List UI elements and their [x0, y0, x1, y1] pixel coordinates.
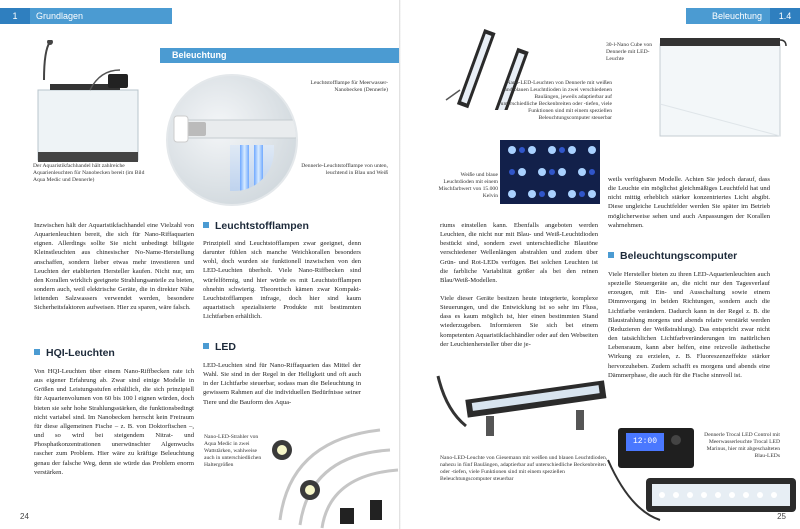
led-heading [203, 341, 236, 353]
nano-cube-photo [650, 34, 790, 146]
hqi-text: Von HQI-Leuchten über einem Nano-Riffbecken rate ich aus eigener Erfahrung ab. Zwar sind einige Modelle in Größen und Leistungsstufen erhältlich, die sich prinzipiell für Aquarienvolumen von 60 bis 100 l eignen würden, doch bieten sie sehr hohe Strahlungsstärken, die funktionsbedingt nicht variabel sind. Im Nanobecken herrscht kein Freiraum für diese allgemeinen Fische – z. B. von Doktorfischen –, und so wird bei steigendem Nitrat- und Phosphatkonzentrationen unerwünschter Algenwuchs rascher zum Problem. Hier wäre zu kräftige Beleuchtung genau der falsche Weg, denn sie würde das Problem enorm verstärken. [34, 368, 194, 476]
giesemann-illustration [436, 370, 611, 450]
caption-computer: Dennerle Trocal LED Control mit Meerwasserleuchte Trocal LED Marinus, hier mit abgeschalteten Blau-LEDs [704, 432, 780, 459]
lsl-title: Leuchtstofflampen [215, 220, 309, 232]
led-text: LED-Leuchten sind für Nano-Riffaquarien das Mittel der Wahl. Sie sind in der Regel in der Helligkeit und oft auch in der Lichtfarbe steuerbar, sodass man die Beleuchtung in gewissem Rahmen auf die individuellen Bedürfnisse seiner Tiere und die Bauform des Aqua- [203, 362, 361, 406]
section-title: Beleuchtung [711, 11, 762, 21]
chapter-title: Grundlagen [36, 11, 84, 21]
hqi-title: HQI-Leuchten [46, 347, 115, 359]
hqi-heading [34, 347, 115, 359]
led-diodes-photo [500, 140, 600, 204]
diodes-illustration [500, 140, 600, 204]
intro-text: Inzwischen hält der Aquaristikfachhandel eine Vielzahl von Aquarienleuchten bereit, die sich für Nano-Riffaquarien eignen. Allerdings sollte Sie nicht unbedingt billigste Kleinstleuchten aus chinesischer No-Name-Herstellung anschaffen, sondern lieber etwas mehr investieren und Leuchten der etablierten Hersteller kaufen. Nicht nur, um den Korallen wirklich geeignete Strahlungsanteile zu bieten, sondern auch, weil elektrische Geräte, die in direkter Nähe leitenden Salzwassers verwendet werden, besondere Sicherheitsfaktoren aufweisen. Hier zu sparen, wäre falsch. [34, 222, 194, 312]
giesemann-photo [436, 370, 611, 450]
bc-text: Viele Hersteller bieten zu ihren LED-Aquarienleuchten auch spezielle Steuergeräte an, die nicht nur den Tagesverlauf erzeugen, mit Ein- und Ausschaltung sowie einem Dimmvorgang in beiden Richtungen, sondern auch die Lichtfarbe verändern. Dadurch kann in der Regel z. B. die Blaustrahlung morgens und abends relativ verstärkt werden (Reduzieren der Weißstrahlung). Das entspricht zwar nicht den tatsächlichen Lichtfarbveränderungen im natürlichen Lebensraum, kann aber helfen, eine reizvolle ästhetische Wirkung zu erzielen, z. B. Fluoreszenzeffekte stärker hervorzuheben. Zudem schafft es morgens und abends eine Dämmerphase, die auch für die Fische sinnvoll ist. [608, 271, 770, 379]
col1-text: riums einstellen kann. Ebenfalls angeboten werden Leuchten, die nicht nur mit Blau- und Weiß-Leuchtdioden bestückt sind, sondern zwei unterschiedliche Blautöne verschiedener Wellenlängen abstrahlen und zudem über Grün- und Rot-LEDs verfügen. Bei solchen Leuchten ist die farbliche Variabilität größer als bei den reinen Blau/Weiß-Modellen. [440, 222, 598, 284]
section-bullet [34, 349, 40, 355]
caption-cube: 30-l-Nano Cube von Dennerle mit LED-Leuchte [606, 42, 652, 62]
section-band [160, 48, 400, 63]
section-bullet [608, 252, 614, 258]
col2-text: weils verfügbaren Modelle. Achten Sie jedoch darauf, dass die Leuchte ein möglichst gleichmäßiges Leuchtfeld hat und nicht mittig erheblich stärker konzentriertes Licht abgibt. Diese ungleiche Leuchtfelder werden Sie später im Betrieb möglicherweise sehen und auch Anpassungen der Korallen wahrnehmen. [608, 176, 770, 229]
caption-tube: Leuchtstofflampe für Meerwasser-Nanobecken (Dennerle) [310, 80, 388, 93]
caption-tubes: Dennerle-Leuchtstofflampe von unten, leuchtend in Blau und Weiß [301, 163, 388, 176]
lsl-text: Prinzipiell sind Leuchtstofflampen zwar geeignet, denn darunter fühlen sich manche Weichkorallen besonders wohl, doch wurden sie funktionell inzwischen von den LED-Leuchten überholt. Viele Nano-Riffbecken sind würfelförmig, und hier würde es mit Leuchtstofflampen ohnehin schwierig. Theoretisch kämen zwar Kompakt-Leuchtstofflampen infrage, doch hier sind kaum aquaristisch spezialisierte Produkte mit bestimmten Lichtfarben erhältlich. [203, 240, 361, 321]
right-page-number: 25 [777, 512, 786, 521]
cube-illustration [650, 34, 790, 146]
caption-bottom: Nano-LED-Leuchte von Giesemann mit weißen und blauen Leuchtdioden, nahezu in fünf Baulängen, adaptierbar auf unterschiedliche Beckenbreiten oder -tiefen, viele Funktionen sind mit einem speziellen Beleuchtungscomputer steuerbar [440, 455, 608, 482]
chapter-number: 1 [0, 8, 30, 24]
col1-text2: Viele dieser Geräte besitzen heute integrierte, komplexe Steuerungen, und die Entwicklung ist so sehr im Fluss, dass es kaum möglich ist, hier einen bestimmten Stand wiederzugeben. Informieren Sie sich bei einem kompetenten Aquaristikfachhändler oder auf den Webseiten der Leuchtenhersteller über die je- [440, 295, 598, 348]
section-bullet [203, 222, 209, 228]
section-bullet [203, 343, 209, 349]
section-number: 1.4 [770, 8, 800, 24]
caption-leds: Nano-LED-Leuchten von Dennerle mit weißen und blauen Leuchtdioden in zwei verschiedenen Baulängen, jeweils adaptierbar auf unterschiedliche Beckenbreiten oder -tiefen, viele Funktionen sind mit einem speziellen Beleuchtungscomputer steuerbar [500, 80, 612, 121]
lsl-heading [203, 220, 309, 232]
caption-strahler: Nano-LED-Strahler von Aqua Medic in zwei Wattstärken, wahlweise auch in unterschiedlichen Haltergrößen [204, 434, 262, 468]
right-page [400, 0, 800, 529]
controller-display: 12:00 [632, 437, 657, 446]
caption-tank: Der Aquaristikfachhandel hält zahlreiche Aquarienleuchten für Nanobecken bereit (im Bild Aqua Medic und Dennerle) [33, 163, 145, 183]
right-header-bar [686, 8, 800, 24]
bc-heading [608, 250, 737, 262]
left-page-number: 24 [20, 512, 29, 521]
caption-diodes: Weiße und blaue Leuchtdioden mit einem Mischfarbwert von 15.000 Kelvin [438, 172, 498, 199]
led-title: LED [215, 341, 236, 353]
band-title: Beleuchtung [172, 50, 227, 60]
bc-title: Beleuchtungscomputer [620, 250, 738, 262]
left-header-bar [0, 8, 172, 24]
